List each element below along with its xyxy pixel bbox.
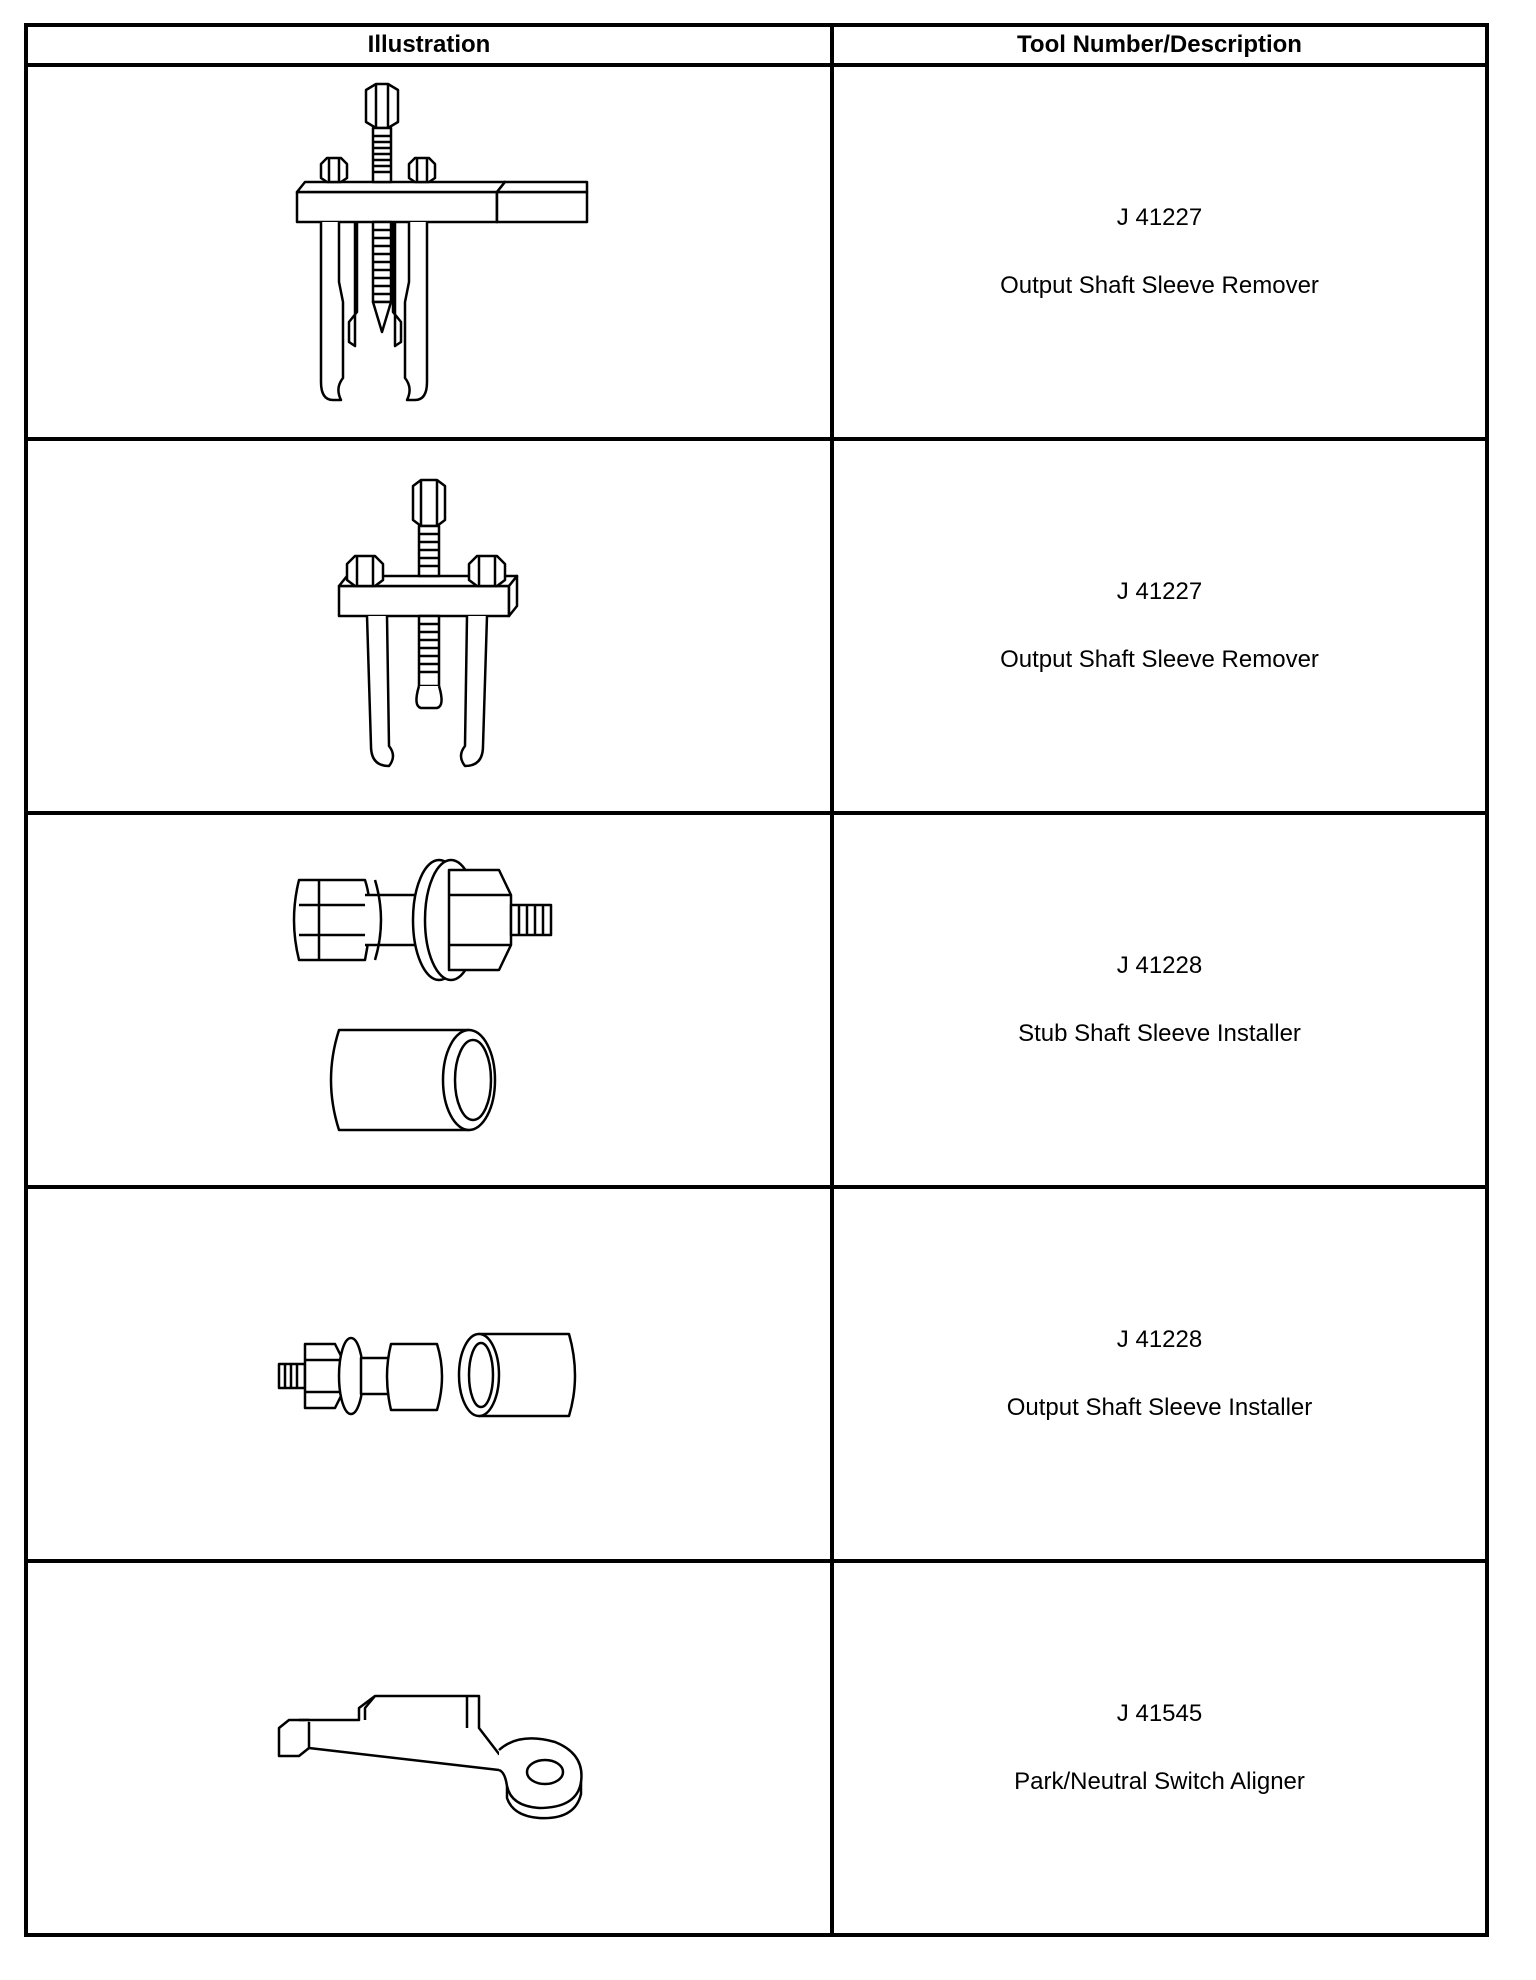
tool-number: J 41227 [1116,578,1203,605]
two-jaw-puller-icon [309,476,549,776]
tool-number: J 41227 [1116,204,1203,231]
tool-description: Output Shaft Sleeve Installer [1006,1394,1313,1421]
illustration-cell [26,813,832,1187]
header-illustration: Illustration [26,25,832,65]
sleeve-installer-side-icon [269,1304,589,1444]
description-cell [832,813,1487,1187]
illustration-cell [26,65,832,439]
tool-description: Park/Neutral Switch Aligner [1014,1768,1305,1795]
tool-number: J 41228 [1116,952,1203,979]
description-cell [832,65,1487,439]
illustration-cell [26,439,832,813]
illustration-cell [26,1187,832,1561]
description-cell [832,439,1487,813]
table-row [26,1187,1487,1561]
tool-description: Output Shaft Sleeve Remover [1000,272,1319,299]
tool-number: J 41545 [1116,1700,1203,1727]
table-row [26,65,1487,439]
description-cell [832,1187,1487,1561]
switch-aligner-icon [269,1668,589,1828]
three-jaw-puller-icon [269,82,589,422]
header-tool-number-description: Tool Number/Description [832,25,1487,65]
table-row [26,439,1487,813]
table-row [26,1561,1487,1935]
header-row [26,25,1487,65]
tool-description: Output Shaft Sleeve Remover [1000,646,1319,673]
illustration-cell [26,1561,832,1935]
tool-table [24,23,1489,1937]
sleeve-installer-icon [279,850,579,1150]
table-row [26,813,1487,1187]
description-cell [832,1561,1487,1935]
tool-description: Stub Shaft Sleeve Installer [1018,1020,1301,1047]
tool-number: J 41228 [1116,1326,1203,1353]
